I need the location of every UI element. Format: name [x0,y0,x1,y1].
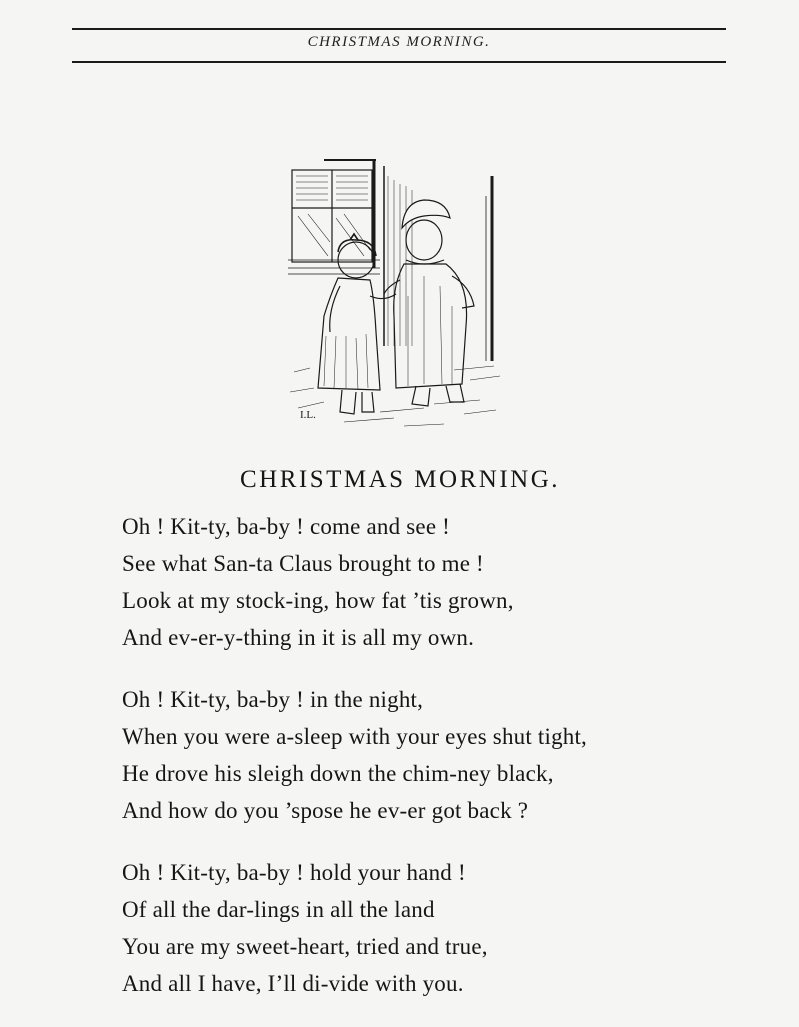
poem-line: When you were a-sleep with your eyes shut tight, [122,724,588,749]
poem-line: And ev-er-y-thing in it is all my own. [122,625,475,650]
stanza [122,508,722,656]
poem-line: Oh ! Kit-ty, ba-by ! in the night, [122,687,424,712]
stanza [122,854,722,1002]
engraving-illustration [284,156,516,436]
poem-line: Of all the dar-lings in all the land [122,897,435,922]
header-rule-top [72,28,726,30]
poem-line: And all I have, I’ll di-vide with you. [122,971,464,996]
illustration-signature: I.L. [300,409,316,421]
running-head: CHRISTMAS MORNING. [307,34,491,50]
poem-body [122,508,722,1027]
poem-line: Oh ! Kit-ty, ba-by ! hold your hand ! [122,860,466,885]
stanza [122,681,722,829]
poem-line: See what San-ta Claus brought to me ! [122,551,484,576]
poem-line: You are my sweet-heart, tried and true, [122,934,488,959]
boy-figure [384,200,474,406]
poem-line: He drove his sleigh down the chim-ney black, [122,761,554,786]
poem-title: CHRISTMAS MORNING. [239,466,561,493]
poem-line: Oh ! Kit-ty, ba-by ! come and see ! [122,514,451,539]
header-rule-bottom [72,61,726,63]
poem-line: Look at my stock-ing, how fat ’tis grown, [122,588,514,613]
poem-line: And how do you ’spose he ev-er got back ? [122,798,529,823]
